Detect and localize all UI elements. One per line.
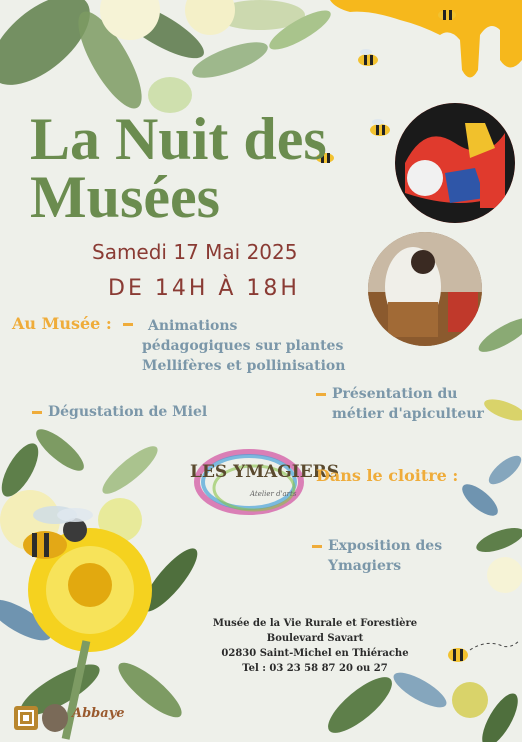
event-date: Samedi 17 Mai 2025 <box>92 240 298 264</box>
dash-icon <box>316 393 326 396</box>
cloitre-label: Dans le cloitre : <box>316 466 459 485</box>
dash-icon <box>123 323 133 326</box>
activity3-text: Dégustation de Miel <box>48 404 208 420</box>
bottom-right-leaves <box>320 666 522 742</box>
address-line3: 02830 Saint-Michel en Thiérache <box>221 648 409 659</box>
museum-logo-icon <box>14 706 38 730</box>
activity-degustation <box>32 402 207 422</box>
address-line1: Musée de la Vie Rurale et Forestière <box>212 618 418 629</box>
honey-drip <box>330 0 522 78</box>
ymagiers-logo-text: LES YMAGIERS <box>190 462 340 482</box>
exposition-line1: Exposition des <box>328 538 443 554</box>
bottom-left-flowers <box>0 423 205 740</box>
museum-address <box>195 616 435 676</box>
activity1-line3: Mellifères et pollinisation <box>142 358 346 374</box>
bee-icon <box>448 640 520 662</box>
bee-icon <box>358 49 378 66</box>
activity-pollinisation <box>142 316 345 376</box>
ymagiers-logo-subtitle: Atelier d'arts <box>250 490 297 498</box>
exposition-ymagiers <box>312 536 442 576</box>
dash-icon <box>32 411 42 414</box>
activity-apiculteur <box>316 384 484 424</box>
emblem-icon <box>42 704 68 732</box>
title-line-1: La Nuit des <box>30 106 327 172</box>
art-photo <box>395 103 515 223</box>
title-line-2: Musées <box>30 164 220 230</box>
ymagiers-logo <box>184 440 340 518</box>
abbaye-logo: Abbaye <box>72 706 125 721</box>
right-leaves <box>457 312 522 593</box>
page-title <box>30 106 327 230</box>
activity2-line1: Présentation du <box>332 386 458 402</box>
activity2-line2: métier d'apiculteur <box>332 406 484 422</box>
event-time: DE 14H À 18H <box>108 276 300 301</box>
address-line2: Boulevard Savart <box>266 633 364 644</box>
au-musee-heading <box>12 314 139 333</box>
top-left-leaves <box>0 0 335 117</box>
workshop-photo <box>368 232 482 346</box>
dash-icon <box>312 545 322 548</box>
exposition-line2: Ymagiers <box>328 558 402 574</box>
au-musee-label: Au Musée : <box>12 314 112 333</box>
activity1-line1: Animations <box>148 318 238 334</box>
activity1-line2: pédagogiques sur plantes <box>142 338 344 354</box>
address-line4: Tel : 03 23 58 87 20 ou 27 <box>242 663 388 674</box>
bee-icon <box>370 119 390 136</box>
bee-icon <box>438 10 456 20</box>
